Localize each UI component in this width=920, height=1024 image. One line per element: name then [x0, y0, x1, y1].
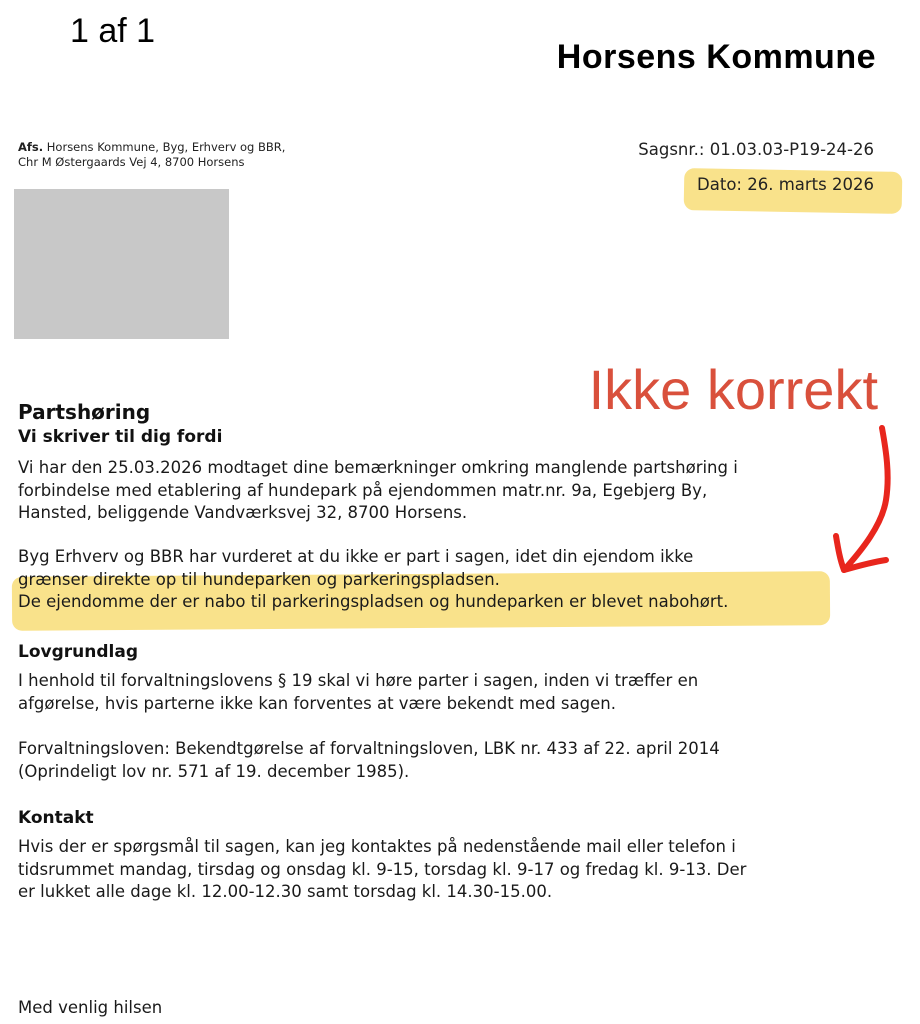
- contact-line: tidsrummet mandag, tirsdag og onsdag kl. 9-15, torsdag kl. 9-17 og fredag kl. 9-13. Der: [18, 859, 747, 879]
- sender-address: [18, 140, 285, 170]
- intro-line: Hansted, beliggende Vandværksvej 32, 8700 Horsens.: [18, 503, 468, 522]
- legal-paragraph: [18, 670, 698, 715]
- assessment-line: grænser direkte op til hundeparken og parkeringspladsen.: [18, 569, 500, 589]
- letter-subtitle: Vi skriver til dig fordi: [18, 427, 223, 447]
- legal-heading: Lovgrundlag: [18, 642, 138, 662]
- legal-ref-line: (Oprindeligt lov nr. 571 af 19. december 1985).: [18, 761, 410, 781]
- letter-title: Partshøring: [18, 400, 151, 424]
- legal-line: afgørelse, hvis parterne ikke kan forventes at være bekendt med sagen.: [18, 693, 616, 713]
- sender-line-2: Chr M Østergaards Vej 4, 8700 Horsens: [18, 155, 245, 169]
- redacted-recipient-address: [14, 189, 229, 339]
- contact-line: Hvis der er spørgsmål til sagen, kan jeg kontaktes på nedenstående mail eller telefon i: [18, 837, 736, 856]
- page-counter: 1 af 1: [70, 12, 156, 50]
- intro-paragraph: [18, 457, 738, 525]
- intro-line: forbindelse med etablering af hundepark på ejendommen matr.nr. 9a, Egebjerg By,: [18, 480, 708, 500]
- legal-line: I henhold til forvaltningslovens § 19 skal vi høre parter i sagen, inden vi træffer en: [18, 671, 699, 690]
- contact-line: er lukket alle dage kl. 12.00-12.30 samt torsdag kl. 14.30-15.00.: [18, 882, 553, 901]
- intro-line: Vi har den 25.03.2026 modtaget dine bemærkninger omkring manglende partshøring i: [18, 458, 738, 477]
- sender-line-1: Horsens Kommune, Byg, Erhverv og BBR,: [46, 140, 286, 154]
- assessment-paragraph: [18, 546, 728, 614]
- sender-label: Afs.: [18, 140, 44, 154]
- letter-date: Dato: 26. marts 2026: [697, 175, 874, 194]
- legal-ref-line: Forvaltningsloven: Bekendtgørelse af forvaltningsloven, LBK nr. 433 af 22. april 2014: [18, 739, 720, 758]
- case-number: Sagsnr.: 01.03.03-P19-24-26: [638, 140, 874, 159]
- contact-paragraph: [18, 836, 746, 904]
- municipality-logo: Horsens Kommune: [556, 38, 876, 76]
- closing: Med venlig hilsen: [18, 998, 163, 1017]
- annotation-arrow-icon: [820, 420, 900, 580]
- contact-heading: Kontakt: [18, 808, 94, 828]
- assessment-line: Byg Erhverv og BBR har vurderet at du ikke er part i sagen, idet din ejendom ikke: [18, 547, 694, 566]
- annotation-text: Ikke korrekt: [588, 358, 878, 421]
- legal-reference: [18, 738, 720, 783]
- assessment-line: De ejendomme der er nabo til parkeringspladsen og hundeparken er blevet nabohørt.: [18, 592, 729, 611]
